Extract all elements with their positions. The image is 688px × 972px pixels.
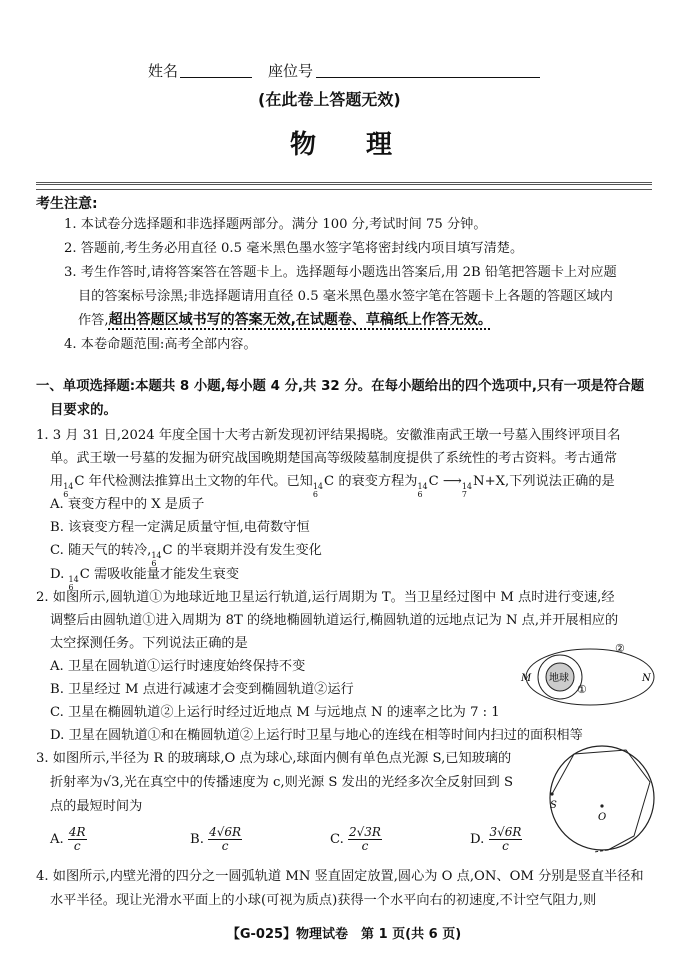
notice-item-3: 3. 考生作答时,请将答案答在答题卡上。选择题每小题选出答案后,用 2B 铅笔把答题卡上对应题 — [64, 265, 617, 280]
q4-line-1: 4. 如图所示,内壁光滑的四分之一圆弧轨道 MN 竖直固定放置,圆心为 O 点,ON、OM 分别是竖直半径和 — [36, 869, 644, 884]
source-point — [550, 792, 553, 795]
glass-sphere-diagram — [546, 742, 658, 854]
q2-line-2: 调整后由圆轨道①进入周期为 8T 的绕地椭圆轨道运行,椭圆轨道的远地点记为 N 点,并开展相应的 — [50, 613, 619, 628]
q3-option-d[interactable]: D. $\frac{3√6R}{c}$ — [470, 825, 522, 853]
notice-emphasis: 超出答题区域书写的答案无效,在试题卷、草稿纸上作答无效。 — [108, 312, 492, 328]
c14-isotope: 14 6 — [63, 482, 74, 499]
orbit-diagram — [515, 640, 660, 712]
header-divider — [36, 182, 652, 190]
q1-line-3: 用 14 6 C 年代检测法推算出土文物的年代。已知 14 6 C 的衰变方程为 14 6 C ⟶ 14 7 N+X,下列说法正确的是 — [50, 474, 615, 499]
source-label: S — [550, 800, 557, 811]
q3-option-b[interactable]: B. $\frac{4√6R}{c}$ — [190, 825, 242, 853]
q3-line-1: 3. 如图所示,半径为 R 的玻璃球,O 点为球心,球面内侧有单色点光源 S,已知玻璃的 — [36, 751, 512, 766]
q3-option-a[interactable]: A. $\frac{4R}{c}$ — [50, 825, 86, 853]
notice-item-3-cont: 目的答案标号涂黑;非选择题请用直径 0.5 毫米黑色墨水签字笔在答题卡上各题的答题区域内 — [78, 289, 613, 304]
invalid-note: (在此卷上答题无效) — [258, 90, 401, 109]
seat-label: 座位号 — [268, 62, 314, 80]
light-path — [552, 750, 650, 850]
q1-line-1: 1. 3 月 31 日,2024 年度全国十大考古新发现初评结果揭晓。安徽淮南武王墩一号墓入围终评项目名 — [36, 428, 621, 443]
q1-option-a[interactable]: A. 衰变方程中的 X 是质子 — [50, 497, 205, 512]
q1-option-d[interactable]: D. 14 6 C 需吸收能量才能发生衰变 — [50, 567, 240, 592]
notice-item-2: 2. 答题前,考生务必用直径 0.5 毫米黑色墨水签字笔将密封线内项目填写清楚。 — [64, 241, 524, 256]
q2-option-c[interactable]: C. 卫星在椭圆轨道②上运行时经过近地点 M 与远地点 N 的速率之比为 7 : 1 — [50, 705, 500, 720]
section-title-cont: 目要求的。 — [50, 403, 117, 418]
q3-option-c[interactable]: C. $\frac{2√3R}{c}$ — [330, 825, 381, 853]
q2-line-3: 太空探测任务。下列说法正确的是 — [50, 636, 248, 651]
notice-item-3-end: 作答, — [78, 313, 109, 328]
page-title: 物 理 — [290, 130, 405, 160]
name-label: 姓名 — [148, 62, 179, 80]
q2-option-a[interactable]: A. 卫星在圆轨道①运行时速度始终保持不变 — [50, 659, 306, 674]
notice-title: 考生注意: — [36, 196, 98, 212]
earth-label: 地球 — [549, 673, 569, 684]
notice-item-4: 4. 本卷命题范围:高考全部内容。 — [64, 337, 257, 352]
center-label: O — [598, 812, 607, 823]
n14-isotope: 14 7 — [461, 482, 473, 499]
notice-item-1: 1. 本试卷分选择题和非选择题两部分。满分 100 分,考试时间 75 分钟。 — [64, 217, 487, 232]
point-n: N — [642, 673, 651, 684]
orbit-1-label: ① — [577, 683, 587, 696]
page-footer: 【G-025】物理试卷 第 1 页(共 6 页) — [226, 927, 462, 942]
seat-blank[interactable] — [316, 77, 540, 78]
q4-line-2: 水平半径。现让光滑水平面上的小球(可视为质点)获得一个水平向右的初速度,不计空气阻力,则 — [50, 893, 597, 908]
section-title: 一、单项选择题:本题共 8 小题,每小题 4 分,共 32 分。在每小题给出的四个选项中,只有一项是符合题 — [36, 379, 645, 394]
q1-option-c[interactable]: C. 随天气的转冷, 14 6 C 的半衰期并没有发生变化 — [50, 543, 322, 568]
orbit-2-label: ② — [615, 642, 625, 655]
glass-sphere — [550, 746, 654, 850]
center-point — [600, 804, 603, 807]
q1-option-b[interactable]: B. 该衰变方程一定满足质量守恒,电荷数守恒 — [50, 520, 310, 535]
name-blank[interactable] — [180, 77, 252, 78]
q2-option-d[interactable]: D. 卫星在圆轨道①和在椭圆轨道②上运行时卫星与地心的连线在相等时间内扫过的面积相等 — [50, 728, 583, 743]
q3-line-3: 点的最短时间为 — [50, 799, 143, 814]
q3-line-2: 折射率为√3,光在真空中的传播速度为 c,则光源 S 发出的光经多次全反射回到 S — [50, 775, 514, 790]
elliptical-orbit — [526, 649, 654, 705]
q2-line-1: 2. 如图所示,圆轨道①为地球近地卫星运行轨道,运行周期为 T。当卫星经过图中 M 点时进行变速,经 — [36, 590, 615, 605]
q2-option-b[interactable]: B. 卫星经过 M 点进行减速才会变到椭圆轨道②运行 — [50, 682, 354, 697]
point-m: M — [521, 673, 532, 684]
q1-line-2: 单。武王墩一号墓的发掘为研究战国晚期楚国高等级陵墓制度提供了系统性的考古资料。考古通常 — [50, 451, 618, 466]
